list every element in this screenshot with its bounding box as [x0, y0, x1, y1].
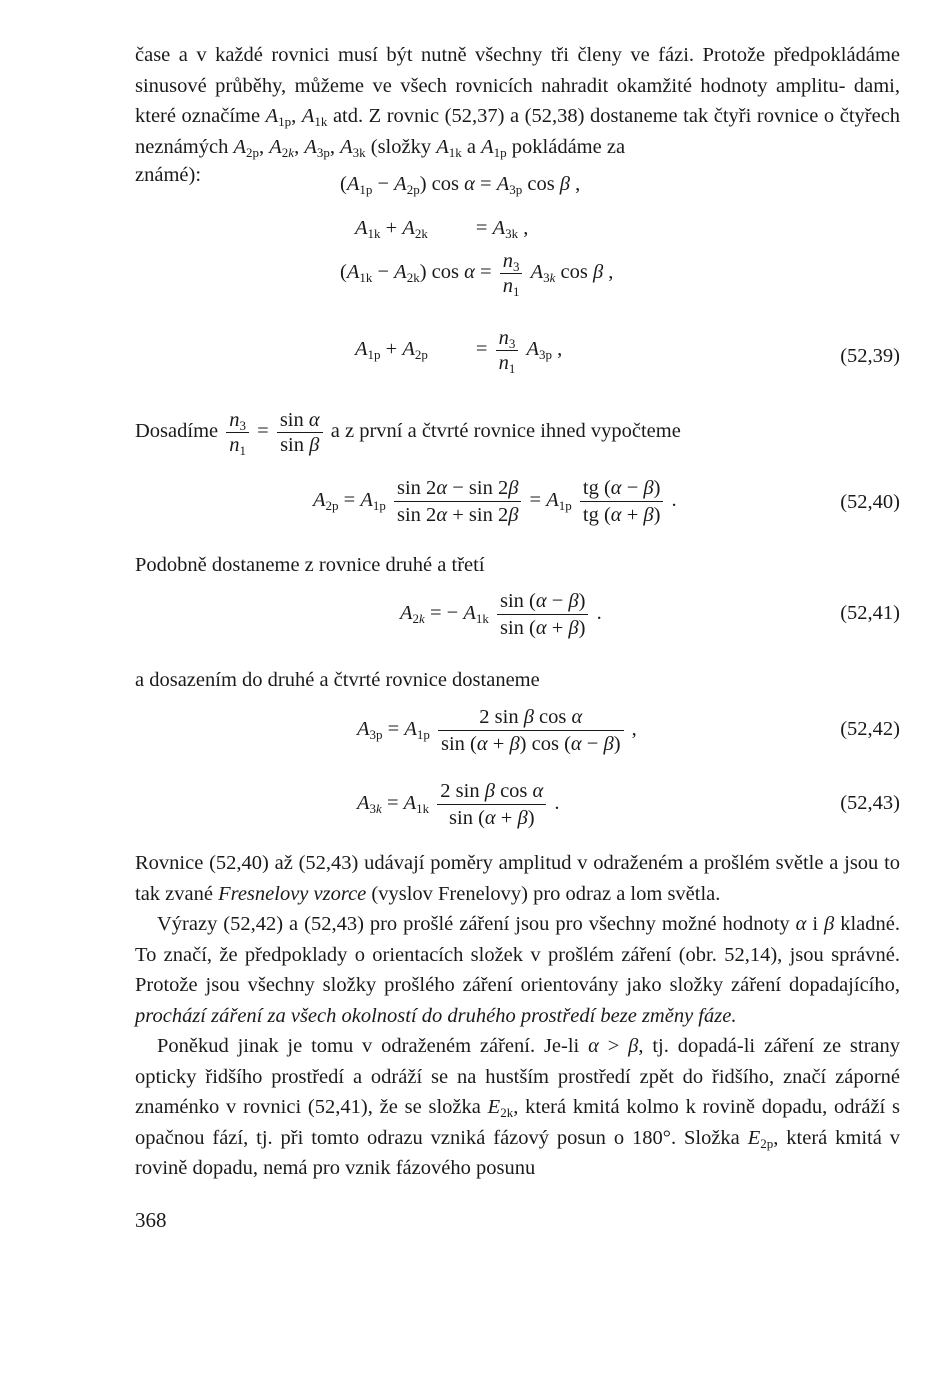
fraction-transmitted-p: $\frac{\text{2 sin β cos α}}{\sin (\alpha + \beta) \cos (\alpha - \beta)}$: [438, 704, 624, 757]
paragraph-2-line-3: jsou správné. Protože jsou všechny složky prošlého záření orientovány jako složky: [135, 943, 900, 996]
paragraph-3-line-4: k rovině dopadu, odráží s opačnou fází, tj. při tomto odrazu vzniká fázový posun: [135, 1096, 901, 1149]
paragraph-2-line-4a: záření dopadajícího,: [731, 974, 900, 996]
paragraph-3-line-5b: , která kmitá v rovině dopadu, nemá pro vznik fázového posunu: [135, 1126, 901, 1179]
fraction-transmitted-k: $\frac{\text{2 sin β cos α}}{\sin (\alpha + \beta)}$: [437, 778, 546, 831]
intro-line-4b: (složky: [370, 135, 432, 158]
page-number: 368: [135, 1208, 167, 1232]
equation-52-43: $A_{3k} = A_{1k}$ $\frac{\text{2 sin β cos α}}{\sin (\alpha + \beta)}$ . (52,43): [357, 780, 900, 829]
closing-text: [135, 848, 900, 1184]
substitution-label: Dosadíme: [135, 420, 219, 443]
fraction-sin-diff: $\frac{\sin (\alpha - \beta)}{\sin (\alpha + \beta)}$: [497, 588, 589, 641]
substitution-line: Dosadíme $\frac{n_3}{n_1}$ = $\frac{\text{sin α}}{\text{sin β}}$ a z první a čtvrté rovnice ihned vypočteme: [135, 409, 681, 458]
intro-line-2: sinusové průběhy, můžeme ve všech rovnicích nahradit okamžité hodnoty amplitu-: [135, 74, 846, 97]
equation-number-52-39: (52,39): [840, 344, 900, 367]
intro-line-3a: dami, které označíme: [135, 74, 900, 127]
intro-line-3b: atd. Z rovnic (52,37) a (52,38) dostaneme tak čtyři: [332, 105, 752, 127]
paragraph-fresnel: [135, 848, 900, 909]
paragraph-3-line-2: strany opticky řidšího prostředí a odráží se na hustším prostředí zpět do řidšího,: [135, 1035, 901, 1088]
equation-52-41: $A_{2k}$ = − $A_{1k}$ $\frac{\sin (\alpha - \beta)}{\sin (\alpha + \beta)}$ . (52,41): [400, 590, 900, 639]
paragraph-2-line-1a: Výrazy (52,42) a (52,43) pro prošlé záření jsou pro všechny možné hodnoty: [157, 913, 790, 935]
paragraph-3-line-5a: o 180°. Složka: [613, 1126, 740, 1149]
paragraph-1-line-2c: (vyslov Frenelovy) pro odraz a lom světla.: [371, 882, 721, 905]
paragraph-3-line-1a: Poněkud jinak je tomu v odraženém záření. Je-li: [157, 1035, 580, 1057]
paragraph-1-line-2a: a jsou to tak zvané: [135, 852, 901, 905]
intro-line-5: známé):: [135, 164, 202, 186]
equation-52-42: $A_{3p} = A_{1p}$ $\frac{\text{2 sin β cos α}}{\sin (\alpha + \beta) \cos (\alpha - \beta)}$ , (52,42): [357, 706, 900, 755]
intro-line-4d: pokládáme za: [511, 135, 626, 158]
intro-paragraph: čase a v každé rovnici musí být nutně všechny tři členy ve fázi. Protože předpokládáme sinusové průběhy, můžeme ve všech rovnicích nahradit okamžité hodnoty amplitu- dami, které označíme $A_{1p}$, $A_{1k}$ atd. Z rovnic (52,37) a (52,38) dostaneme tak čtyři rovnice o čtyřech neznámých $A_{2p}$, $A_{2k}$, $A_{3p}$, $A_{3k}$ (složky $A_{1k}$ a $A_{1p}$ pokládáme za: [135, 44, 901, 160]
intro-line-4a: rovnice o čtyřech neznámých: [135, 105, 901, 158]
paragraph-2-conj: i: [812, 913, 819, 935]
intro-line-4c: a: [466, 135, 476, 158]
paragraph-2-emphasis-end: změny fáze.: [641, 1004, 737, 1027]
fraction-n3-n1: $\frac{n_3}{n_1}$: [500, 249, 523, 298]
paragraph-2-line-2: kladné. To značí, že předpoklady o orientacích složek v prošlém záření (obr. 52,14),: [135, 913, 900, 966]
equation-row-4: $A_{1p} + A_{2p}$ = $\frac{n_3}{n_1}$ $A_{3p}$ ,: [355, 326, 563, 376]
page-body: [135, 40, 901, 1179]
fraction-n3-n1: $\frac{n_3}{n_1}$: [226, 408, 249, 457]
fraction-tg: $\frac{tg (\alpha - \beta)}{tg (\alpha + \beta)}$: [580, 475, 664, 528]
equation-52-40: $A_{2p} = A_{1p}$ $\frac{\sin 2\alpha - \sin 2\beta}{\sin 2\alpha + \sin 2\beta}$ = $A_{1p}$ $\frac{tg (\alpha - \beta)}{tg (\alpha + \beta)}$ . (52,40): [313, 477, 900, 526]
fraction-n3-n1: $\frac{n_3}{n_1}$: [496, 326, 519, 375]
fraction-sin2a-sin2b: $\frac{\sin 2\alpha - \sin 2\beta}{\sin 2\alpha + \sin 2\beta}$: [394, 475, 521, 528]
equation-number-52-41: (52,41): [840, 602, 900, 624]
paragraph-reflected: Poněkud jinak je tomu v odraženém záření. Je-li α > β, tj. dopadá-li záření ze strany opticky řidšího prostředí a odráží se na hustším prostředí zpět do řidšího, značí záporné znaménko v rovnici (52,41), že se složka $E_{2k}$, která kmitá kolmo k rovině dopadu, odráží s opačnou fází, tj. při tomto odrazu vzniká fázový posun o 180°. Složka $E_{2p}$, která kmitá v rovině dopadu, nemá pro vznik fázového posunu: [135, 1035, 901, 1179]
equation-row-2: $A_{1k} + A_{2k} = A_{3k}$ ,: [355, 216, 529, 241]
paragraph-3-line-3a: značí záporné znaménko v rovnici (52,41), že se složka: [135, 1065, 900, 1118]
equation-number-52-42: (52,42): [840, 718, 900, 740]
similarly-line: Podobně dostaneme z rovnice druhé a třetí: [135, 554, 485, 576]
intro-line-1: čase a v každé rovnici musí být nutně všechny tři členy ve fázi. Protože předpokládáme: [135, 44, 900, 66]
paragraph-1-line-1: Rovnice (52,40) až (52,43) udávají poměry amplitud v odraženém a prošlém světle: [135, 852, 824, 874]
equation-number-52-40: (52,40): [840, 491, 900, 513]
equation-row-3: $(A_{1k} - A_{2k})$ cos α = $\frac{n_3}{n_1}$ $A_{3k}$ cos β ,: [340, 249, 614, 299]
paragraph-3-line-3b: , která kmitá kolmo: [513, 1096, 679, 1118]
fraction-sin-ratio: $\frac{\text{sin α}}{\text{sin β}}$: [277, 408, 323, 457]
equation-number-52-43: (52,43): [840, 792, 900, 814]
substitution-text: a z první a čtvrté rovnice ihned vypočteme: [330, 420, 681, 443]
paragraph-2-emphasis: prochází záření za všech okolností do druhého prostředí beze: [135, 1004, 637, 1027]
paragraph-transmitted: Výrazy (52,42) a (52,43) pro prošlé záření jsou pro všechny možné hodnoty α i β kladné. To značí, že předpoklady o orientacích složek v prošlém záření (obr. 52,14), jsou správné. Protože jsou všechny složky prošlého záření orientovány jako složky záření dopadajícího, prochází záření za všech okolností do druhého prostředí beze změny fáze.: [135, 913, 900, 1027]
fresnel-formulas-term: Fresnelovy vzorce: [218, 882, 367, 905]
substitution-line-2: a dosazením do druhé a čtvrté rovnice dostaneme: [135, 669, 540, 691]
paragraph-3-line-1b: , tj. dopadá-li záření ze: [638, 1035, 842, 1057]
equation-row-1: $(A_{1p} - A_{2p})$ $\cos \alpha = A_{3p}$ cos β ,: [340, 172, 581, 197]
